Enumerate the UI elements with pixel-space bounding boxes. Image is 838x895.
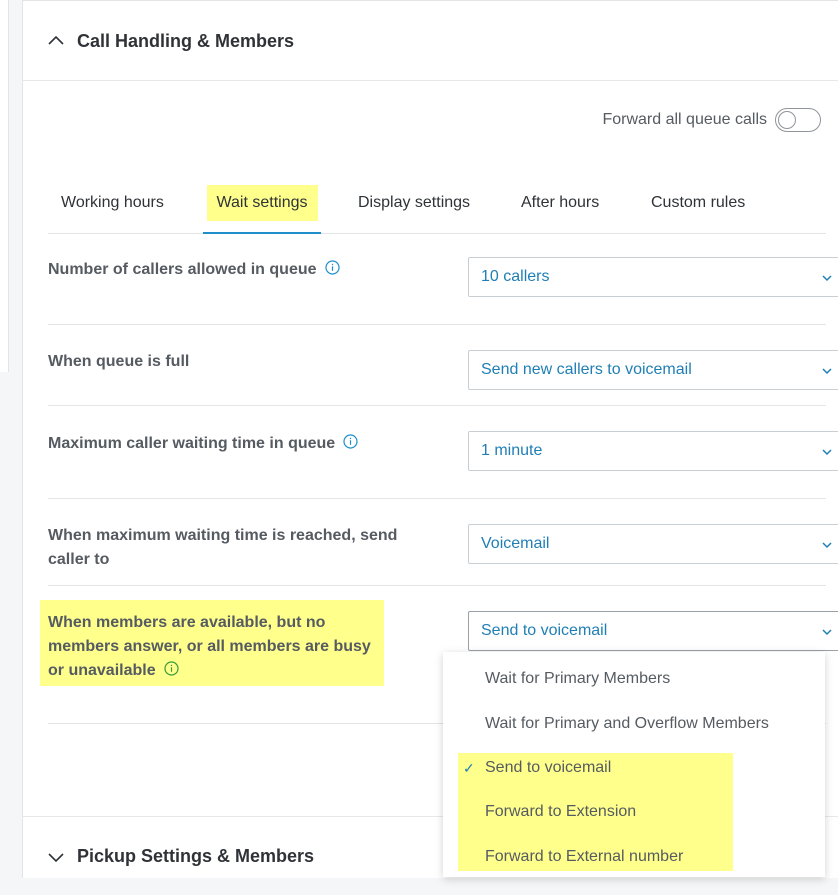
- no-answer-dropdown-menu: [443, 652, 825, 877]
- left-panel-edge: [0, 0, 9, 372]
- option-label: Wait for Primary and Overflow Members: [485, 715, 769, 732]
- setting-row: [48, 234, 826, 325]
- select-value: Voicemail: [481, 535, 550, 552]
- chevron-down-icon: [821, 539, 833, 551]
- setting-row: [48, 405, 826, 499]
- tab-wait-settings[interactable]: [203, 173, 321, 234]
- setting-label-line: or unavailable: [48, 662, 156, 679]
- setting-row: [48, 324, 826, 406]
- tab-after-hours[interactable]: [521, 173, 599, 233]
- select-value: 10 callers: [481, 268, 550, 285]
- dropdown-option-wait-primary-overflow[interactable]: [443, 702, 825, 746]
- setting-label: [48, 524, 397, 572]
- tab-label: After hours: [521, 194, 600, 211]
- max-wait-time-select[interactable]: [468, 431, 838, 471]
- dropdown-option-forward-extension[interactable]: [443, 790, 825, 834]
- tab-custom-rules[interactable]: [651, 173, 745, 233]
- tab-display-settings[interactable]: [358, 173, 470, 233]
- option-label: Send to voicemail: [485, 759, 612, 776]
- section-title: Pickup Settings & Members: [77, 846, 315, 866]
- forward-all-row: [602, 108, 821, 132]
- info-icon[interactable]: [343, 434, 358, 449]
- setting-label: [48, 611, 371, 683]
- callers-allowed-select[interactable]: [468, 257, 838, 297]
- forward-all-toggle[interactable]: [775, 108, 821, 132]
- no-answer-action-select[interactable]: [468, 611, 838, 651]
- chevron-down-icon: [821, 626, 833, 638]
- setting-label-line: caller to: [48, 551, 110, 568]
- select-value: Send new callers to voicemail: [481, 361, 692, 378]
- call-handling-header[interactable]: [23, 2, 838, 81]
- setting-label: [48, 432, 358, 456]
- tab-working-hours[interactable]: [61, 173, 164, 233]
- info-icon[interactable]: [325, 260, 340, 275]
- chevron-down-icon: [821, 365, 833, 377]
- info-icon[interactable]: [164, 661, 179, 676]
- setting-label-line: When members are available, but no: [48, 614, 326, 631]
- toggle-knob: [778, 111, 796, 129]
- section-title: Call Handling & Members: [77, 30, 295, 51]
- tab-label: Custom rules: [651, 194, 746, 211]
- dropdown-option-wait-primary[interactable]: [443, 657, 825, 701]
- dropdown-option-forward-external[interactable]: [443, 835, 825, 879]
- tab-label: Display settings: [358, 194, 471, 211]
- select-value: 1 minute: [481, 442, 543, 459]
- setting-label: When queue is full: [48, 353, 190, 370]
- max-wait-action-select[interactable]: [468, 524, 838, 564]
- chevron-down-icon: [821, 446, 833, 458]
- setting-label-text: Maximum caller waiting time in queue: [48, 435, 336, 452]
- setting-label-text: Number of callers allowed in queue: [48, 261, 317, 278]
- settings-tabs: [48, 173, 826, 234]
- setting-row: [48, 498, 826, 586]
- dropdown-option-send-voicemail[interactable]: [443, 746, 825, 790]
- select-value: Send to voicemail: [481, 622, 608, 639]
- setting-label-line: When maximum waiting time is reached, send: [48, 527, 398, 544]
- chevron-down-icon: [47, 848, 65, 866]
- forward-all-label: Forward all queue calls: [602, 111, 767, 128]
- option-label: Forward to Extension: [485, 803, 637, 820]
- queue-full-select[interactable]: [468, 350, 838, 390]
- tab-label: Wait settings: [207, 185, 318, 221]
- option-label: Wait for Primary Members: [485, 670, 671, 687]
- option-label: Forward to External number: [485, 848, 684, 865]
- setting-label-line: members answer, or all members are busy: [48, 638, 371, 655]
- tab-label: Working hours: [61, 194, 164, 211]
- setting-label: [48, 258, 340, 282]
- chevron-down-icon: [821, 272, 833, 284]
- check-icon: ✓: [463, 759, 475, 776]
- chevron-up-icon: [47, 32, 65, 50]
